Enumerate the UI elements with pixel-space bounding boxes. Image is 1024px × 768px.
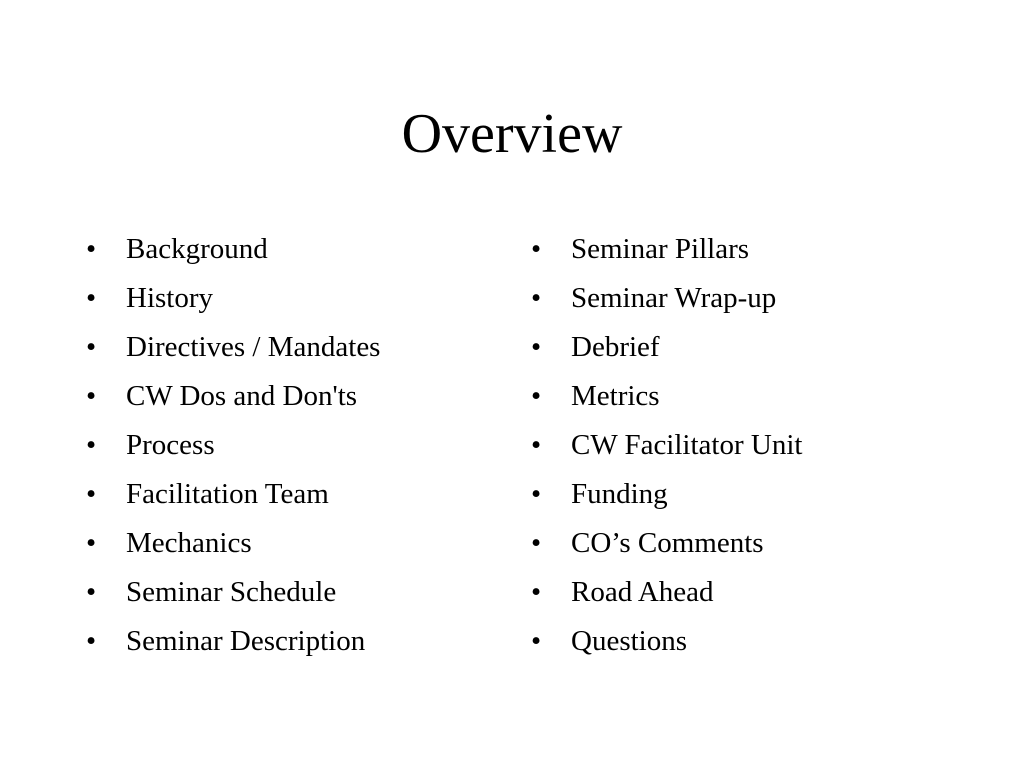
list-item: [86, 323, 506, 372]
list-item: [531, 617, 971, 666]
list-item: [531, 519, 971, 568]
list-item: [86, 568, 506, 617]
list-item: [531, 372, 971, 421]
bullet-icon: •: [86, 429, 97, 461]
list-item-label: Seminar Schedule: [126, 576, 337, 608]
list-item-label: CW Facilitator Unit: [571, 429, 803, 461]
list-item: [86, 617, 506, 666]
bullet-icon: •: [531, 429, 542, 461]
bullet-icon: •: [86, 331, 97, 363]
list-item-label: History: [126, 282, 213, 314]
bullet-icon: •: [531, 625, 542, 657]
list-item-label: CW Dos and Don'ts: [126, 380, 358, 412]
right-bullet-list: [531, 225, 971, 666]
left-bullet-list: [86, 225, 506, 666]
list-item: [531, 225, 971, 274]
list-item-label: Debrief: [571, 331, 660, 363]
list-item-label: Metrics: [571, 380, 660, 412]
bullet-icon: •: [86, 576, 97, 608]
bullet-icon: •: [86, 478, 97, 510]
list-item-label: Facilitation Team: [126, 478, 329, 510]
list-item-label: Funding: [571, 478, 668, 510]
list-item-label: Background: [126, 233, 268, 265]
list-item: [86, 519, 506, 568]
list-item: [86, 225, 506, 274]
bullet-icon: •: [531, 331, 542, 363]
list-item-label: Road Ahead: [571, 576, 714, 608]
list-item: [86, 372, 506, 421]
list-item-label: Process: [126, 429, 215, 461]
list-item: [531, 274, 971, 323]
bullet-icon: •: [86, 233, 97, 265]
bullet-icon: •: [86, 380, 97, 412]
list-item-label: Mechanics: [126, 527, 252, 559]
bullet-icon: •: [86, 527, 97, 559]
list-item-label: Questions: [571, 625, 687, 657]
bullet-icon: •: [531, 527, 542, 559]
bullet-icon: •: [86, 282, 97, 314]
bullet-icon: •: [531, 478, 542, 510]
list-item-label: Seminar Description: [126, 625, 366, 657]
list-item: [531, 421, 971, 470]
bullet-icon: •: [531, 576, 542, 608]
bullet-icon: •: [531, 233, 542, 265]
bullet-icon: •: [86, 625, 97, 657]
bullet-icon: •: [531, 282, 542, 314]
list-item-label: Seminar Wrap-up: [571, 282, 777, 314]
list-item: [86, 421, 506, 470]
list-item-label: CO’s Comments: [571, 527, 764, 559]
list-item: [531, 568, 971, 617]
bullet-icon: •: [531, 380, 542, 412]
slide-title: Overview: [401, 103, 623, 165]
list-item: [86, 274, 506, 323]
list-item: [531, 323, 971, 372]
list-item-label: Directives / Mandates: [126, 331, 381, 363]
list-item-label: Seminar Pillars: [571, 233, 750, 265]
list-item: [86, 470, 506, 519]
list-item: [531, 470, 971, 519]
